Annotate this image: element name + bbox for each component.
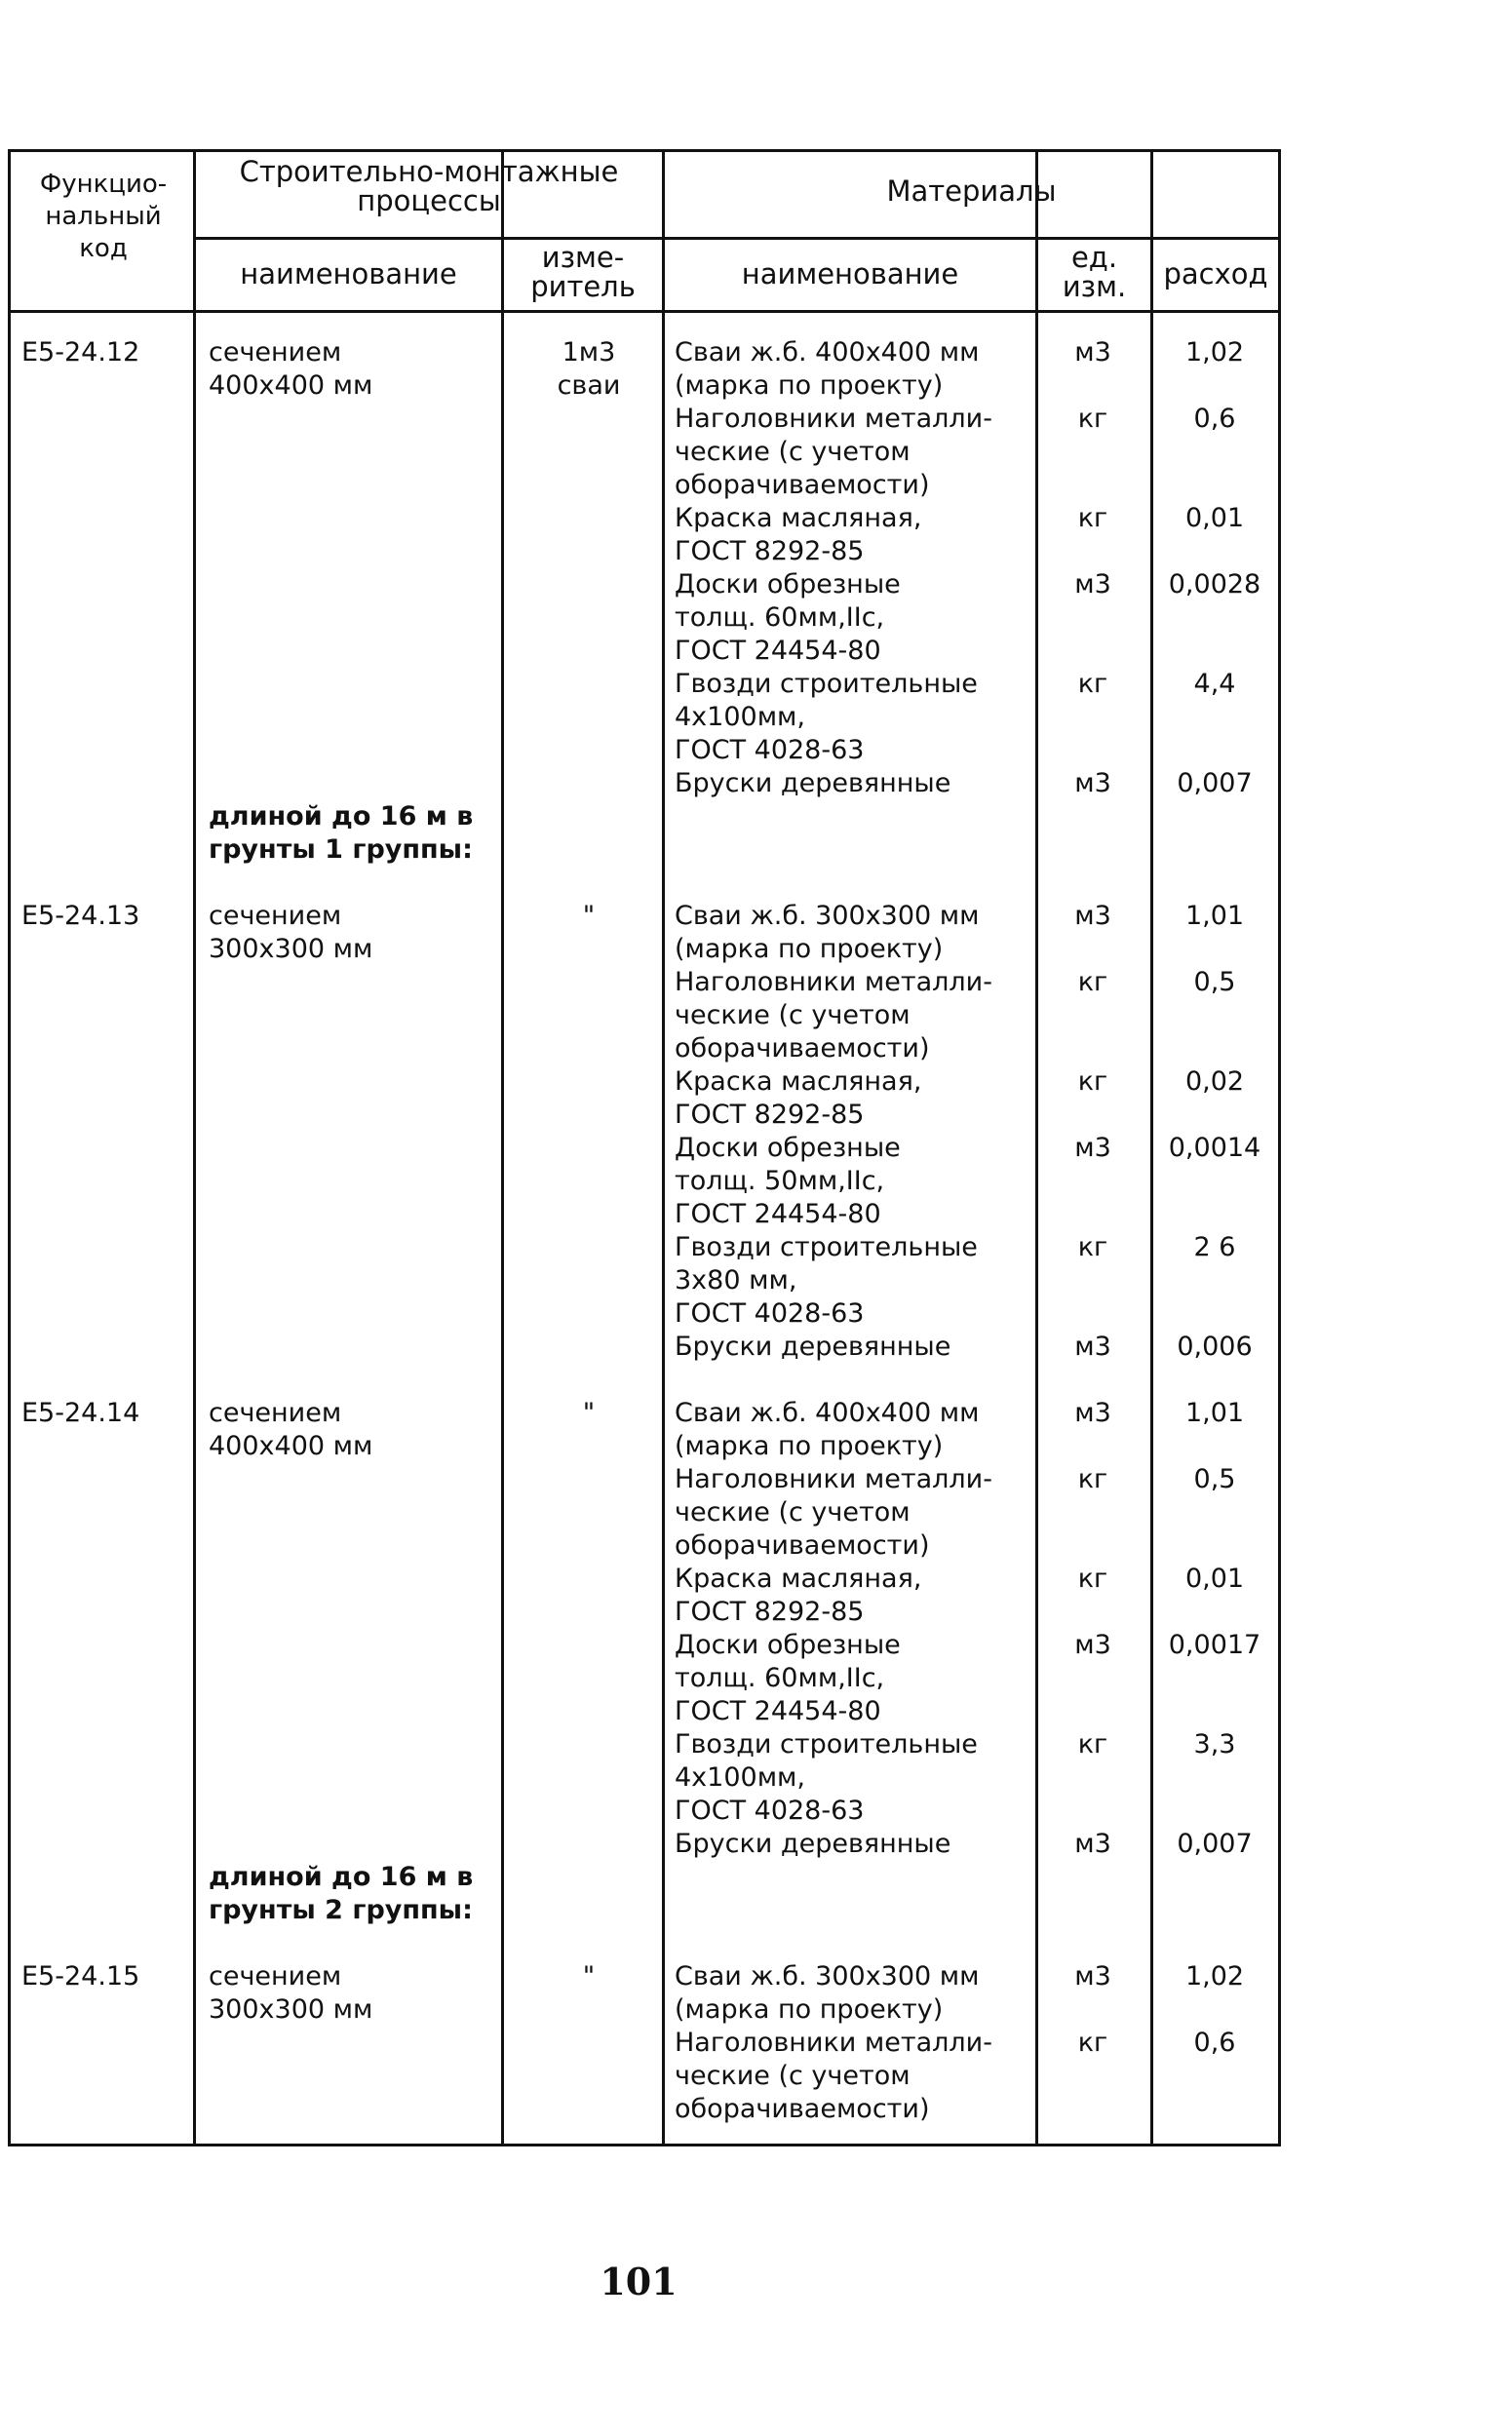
row-code: Е5-24.15 bbox=[21, 1961, 140, 1991]
row-meter: " bbox=[582, 1398, 596, 1428]
material-qty: 0,5 bbox=[1193, 967, 1236, 997]
material-qty: 0,6 bbox=[1193, 2028, 1236, 2058]
material-qty: 0,6 bbox=[1193, 404, 1236, 434]
material-name: Наголовники металли- ческие (с учетом оборачиваемости) bbox=[675, 967, 992, 1063]
material-name: Гвозди строительные 4х100мм, ГОСТ 4028-63 bbox=[675, 669, 978, 765]
material-qty: 1,01 bbox=[1184, 1398, 1245, 1428]
material-unit: м3 bbox=[1074, 1961, 1111, 1991]
material-name: Сваи ж.б. 300х300 мм (марка по проекту) bbox=[675, 901, 980, 964]
group-heading: длиной до 16 м в грунты 1 группы: bbox=[209, 801, 474, 865]
material-name: Гвозди строительные 3х80 мм, ГОСТ 4028-63 bbox=[675, 1232, 978, 1329]
material-name: Краска масляная, ГОСТ 8292-85 bbox=[675, 1066, 922, 1130]
material-unit: м3 bbox=[1074, 768, 1111, 798]
material-unit: м3 bbox=[1074, 1133, 1111, 1163]
header-materials: Материалы bbox=[886, 174, 1057, 208]
material-name: Доски обрезные толщ. 60мм,IIс, ГОСТ 24454-80 bbox=[675, 1630, 901, 1726]
material-unit: кг bbox=[1077, 1066, 1108, 1097]
material-qty: 1,02 bbox=[1184, 337, 1245, 367]
column-divider bbox=[501, 149, 504, 2146]
material-unit: кг bbox=[1077, 1729, 1108, 1759]
row-meter: " bbox=[582, 1961, 596, 1991]
table-border-bottom bbox=[8, 2144, 1281, 2146]
material-unit: кг bbox=[1077, 404, 1108, 434]
header-processes: Строительно-монтажные процессы bbox=[239, 155, 619, 217]
material-qty: 0,01 bbox=[1184, 1564, 1245, 1594]
material-qty: 0,007 bbox=[1177, 768, 1253, 798]
material-qty: 4,4 bbox=[1193, 669, 1236, 699]
material-name: Сваи ж.б. 400х400 мм (марка по проекту) bbox=[675, 337, 980, 401]
material-unit: м3 bbox=[1074, 1630, 1111, 1660]
material-name: Бруски деревянные bbox=[675, 768, 951, 798]
header-proc-name: наименование bbox=[240, 257, 457, 290]
material-unit: м3 bbox=[1074, 337, 1111, 367]
header-mat-qty: расход bbox=[1163, 257, 1268, 290]
row-code: Е5-24.12 bbox=[21, 337, 140, 367]
header-bottom-rule bbox=[8, 310, 1281, 313]
material-qty: 0,0028 bbox=[1168, 569, 1261, 599]
material-qty: 0,007 bbox=[1177, 1829, 1253, 1859]
material-unit: м3 bbox=[1074, 1829, 1111, 1859]
material-qty: 1,01 bbox=[1184, 901, 1245, 931]
material-unit: кг bbox=[1077, 1232, 1108, 1262]
material-qty: 0,006 bbox=[1177, 1332, 1253, 1362]
material-qty: 1,02 bbox=[1184, 1961, 1245, 1991]
material-name: Краска масляная, ГОСТ 8292-85 bbox=[675, 1564, 922, 1627]
header-subdivider bbox=[193, 237, 1281, 240]
column-divider bbox=[662, 149, 665, 2146]
material-qty: 0,0017 bbox=[1168, 1630, 1261, 1660]
material-qty: 2 6 bbox=[1193, 1232, 1236, 1262]
material-name: Гвозди строительные 4х100мм, ГОСТ 4028-63 bbox=[675, 1729, 978, 1826]
header-proc-meter: изме- ритель bbox=[530, 241, 636, 303]
material-unit: м3 bbox=[1074, 1398, 1111, 1428]
material-unit: кг bbox=[1077, 967, 1108, 997]
group-heading: длиной до 16 м в грунты 2 группы: bbox=[209, 1862, 474, 1925]
material-name: Наголовники металли- ческие (с учетом оборачиваемости) bbox=[675, 404, 992, 500]
material-name: Наголовники металли- ческие (с учетом оборачиваемости) bbox=[675, 2028, 992, 2124]
row-code: Е5-24.13 bbox=[21, 901, 140, 931]
row-process: сечением 400х400 мм bbox=[209, 337, 373, 401]
material-unit: кг bbox=[1077, 503, 1108, 533]
table-border-top bbox=[8, 149, 1281, 152]
material-qty: 3,3 bbox=[1193, 1729, 1236, 1759]
column-divider bbox=[193, 149, 196, 2146]
row-code: Е5-24.14 bbox=[21, 1398, 140, 1428]
norms-table bbox=[8, 149, 1281, 2146]
material-qty: 0,5 bbox=[1193, 1464, 1236, 1494]
material-unit: м3 bbox=[1074, 901, 1111, 931]
material-unit: кг bbox=[1077, 2028, 1108, 2058]
material-unit: кг bbox=[1077, 1564, 1108, 1594]
row-process: сечением 400х400 мм bbox=[209, 1398, 373, 1461]
row-process: сечением 300х300 мм bbox=[209, 1961, 373, 2025]
material-unit: кг bbox=[1077, 1464, 1108, 1494]
material-name: Бруски деревянные bbox=[675, 1332, 951, 1362]
table-border-left bbox=[8, 149, 11, 2146]
row-meter: 1м3 сваи bbox=[557, 337, 621, 401]
material-name: Сваи ж.б. 400х400 мм (марка по проекту) bbox=[675, 1398, 980, 1461]
row-process: сечением 300х300 мм bbox=[209, 901, 373, 964]
material-unit: кг bbox=[1077, 669, 1108, 699]
page-number: 101 bbox=[600, 2260, 678, 2303]
material-name: Доски обрезные толщ. 60мм,IIс, ГОСТ 24454-80 bbox=[675, 569, 901, 666]
material-name: Доски обрезные толщ. 50мм,IIс, ГОСТ 24454-80 bbox=[675, 1133, 901, 1229]
material-qty: 0,02 bbox=[1184, 1066, 1245, 1097]
material-qty: 0,01 bbox=[1184, 503, 1245, 533]
header-mat-name: наименование bbox=[741, 257, 959, 290]
material-name: Бруски деревянные bbox=[675, 1829, 951, 1859]
material-name: Наголовники металли- ческие (с учетом оборачиваемости) bbox=[675, 1464, 992, 1561]
header-func-code: Функцио- нальный код bbox=[39, 170, 168, 263]
material-unit: м3 bbox=[1074, 1332, 1111, 1362]
header-mat-unit: ед. изм. bbox=[1062, 241, 1127, 303]
material-name: Краска масляная, ГОСТ 8292-85 bbox=[675, 503, 922, 566]
material-qty: 0,0014 bbox=[1168, 1133, 1261, 1163]
row-meter: " bbox=[582, 901, 596, 931]
material-name: Сваи ж.б. 300х300 мм (марка по проекту) bbox=[675, 1961, 980, 2025]
material-unit: м3 bbox=[1074, 569, 1111, 599]
